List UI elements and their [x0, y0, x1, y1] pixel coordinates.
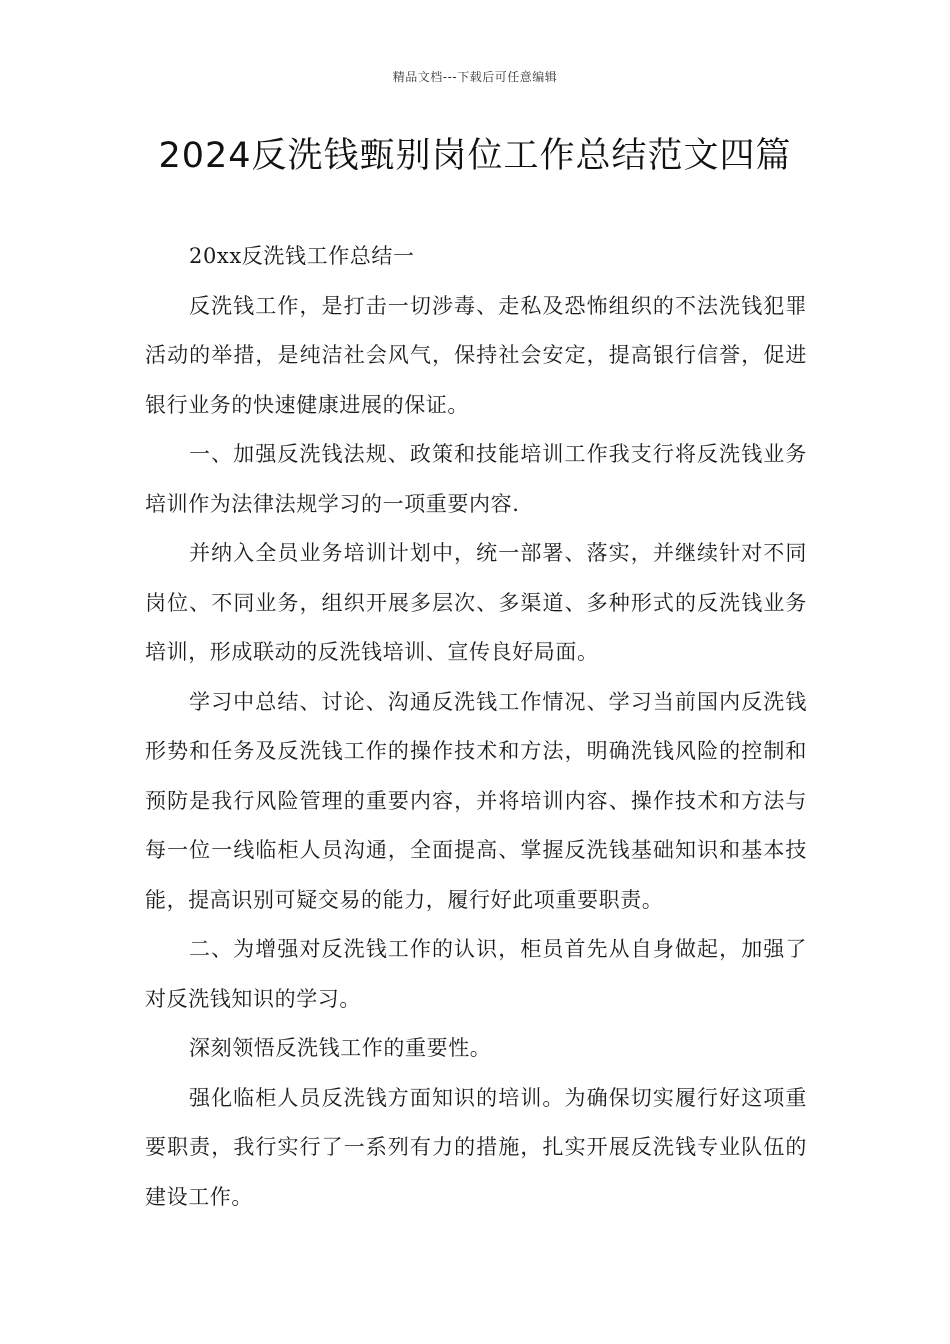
- paragraph: 强化临柜人员反洗钱方面知识的培训。为确保切实履行好这项重要职责，我行实行了一系列有力的措施，扎实开展反洗钱专业队伍的建设工作。: [145, 1085, 807, 1209]
- paragraph: 二、为增强对反洗钱工作的认识，柜员首先从自身做起，加强了对反洗钱知识的学习。: [145, 937, 807, 1011]
- paragraph: 学习中总结、讨论、沟通反洗钱工作情况、学习当前国内反洗钱形势和任务及反洗钱工作的操作技术和方法，明确洗钱风险的控制和预防是我行风险管理的重要内容，并将培训内容、操作技术和方法与每一位一线临柜人员沟通，全面提高、掌握反洗钱基础知识和基本技能，提高识别可疑交易的能力，履行好此项重要职责。: [145, 689, 807, 912]
- paragraph: 并纳入全员业务培训计划中，统一部署、落实，并继续针对不同岗位、不同业务，组织开展多层次、多渠道、多种形式的反洗钱业务培训，形成联动的反洗钱培训、宣传良好局面。: [145, 541, 807, 664]
- document-body: [145, 232, 807, 1222]
- paragraph: 反洗钱工作，是打击一切涉毒、走私及恐怖组织的不法洗钱犯罪活动的举措，是纯洁社会风气，保持社会安定，提高银行信誉，促进银行业务的快速健康进展的保证。: [145, 293, 807, 417]
- page-header: 精品文档---下载后可任意编辑: [392, 70, 558, 84]
- paragraph: 一、加强反洗钱法规、政策和技能培训工作我支行将反洗钱业务培训作为法律法规学习的一项重要内容.: [145, 442, 807, 516]
- paragraph: 深刻领悟反洗钱工作的重要性。: [189, 1036, 492, 1060]
- document-title: 2024反洗钱甄别岗位工作总结范文四篇: [158, 136, 792, 176]
- paragraph-section-heading: 20xx反洗钱工作总结一: [189, 244, 415, 268]
